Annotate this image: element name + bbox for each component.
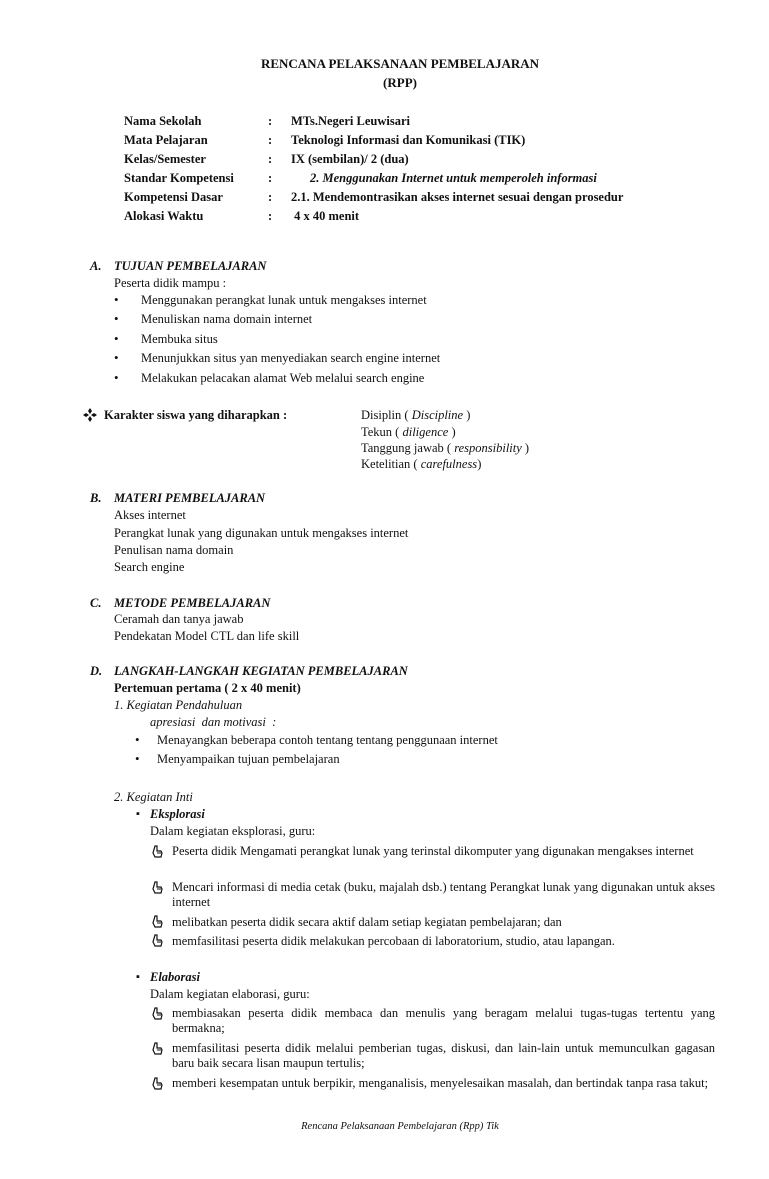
- document-subtitle: (RPP): [383, 75, 417, 90]
- section-title: LANGKAH-LANGKAH KEGIATAN PEMBELAJARAN: [114, 664, 408, 678]
- pointing-hand-icon: [152, 1077, 164, 1090]
- list-item: Mencari informasi di media cetak (buku, majalah dsb.) tentang Perangkat lunak yang digunakan untuk akses internet: [172, 880, 715, 910]
- karakter-item: Tekun ( diligence ): [361, 425, 456, 439]
- document-title: RENCANA PELAKSANAAN PEMBELAJARAN: [260, 56, 540, 71]
- section-b-line: Perangkat lunak yang digunakan untuk mengakses internet: [114, 526, 409, 540]
- section-letter: A.: [90, 259, 102, 273]
- list-item: memfasilitasi peserta didik melakukan percobaan di laboratorium, studio, atau lapangan.: [172, 933, 615, 949]
- identity-label: Kelas/Semester: [124, 152, 206, 166]
- pointing-hand-icon: [152, 915, 164, 928]
- identity-value: IX (sembilan)/ 2 (dua): [291, 152, 409, 166]
- section-c-line: Pendekatan Model CTL dan life skill: [114, 629, 300, 643]
- identity-label: Alokasi Waktu: [124, 209, 204, 223]
- identity-value: 2.1. Mendemontrasikan akses internet sesuai dengan prosedur: [291, 190, 624, 204]
- list-item: • Menggunakan perangkat lunak untuk mengakses internet: [141, 292, 427, 308]
- section-d-heading: [90, 663, 408, 679]
- section-letter: C.: [90, 596, 102, 610]
- elaborasi-intro: Dalam kegiatan elaborasi, guru:: [150, 987, 310, 1001]
- diamond-bullet-icon: [83, 408, 97, 422]
- meeting-title: Pertemuan pertama ( 2 x 40 menit): [114, 681, 301, 695]
- list-item: memfasilitasi peserta didik melalui pemberian tugas, diskusi, dan lain-lain untuk memunculkan gagasan baru baik secara lisan maupun tertulis;: [172, 1041, 715, 1071]
- section-b-line: Akses internet: [114, 508, 186, 522]
- identity-value: 4 x 40 menit: [291, 209, 360, 223]
- pendahuluan-subtitle: apresiasi dan motivasi :: [150, 715, 277, 729]
- identity-colon: :: [268, 209, 273, 223]
- list-item: • Menayangkan beberapa contoh tentang tentang penggunaan internet: [157, 732, 498, 748]
- list-item: memberi kesempatan untuk berpikir, menganalisis, menyelesaikan masalah, dan bertindak tanpa rasa takut;: [172, 1076, 715, 1091]
- pointing-hand-icon: [152, 881, 164, 894]
- pendahuluan-title: 1. Kegiatan Pendahuluan: [114, 698, 243, 712]
- section-title: TUJUAN PEMBELAJARAN: [114, 259, 267, 273]
- identity-label: Standar Kompetensi: [124, 171, 234, 185]
- identity-label: Mata Pelajaran: [124, 133, 208, 147]
- section-b-line: Penulisan nama domain: [114, 543, 234, 557]
- section-a-intro: Peserta didik mampu :: [114, 276, 227, 290]
- pointing-hand-icon: [152, 934, 164, 947]
- karakter-item: Tanggung jawab ( responsibility ): [361, 441, 530, 455]
- list-item: • Menuliskan nama domain internet: [141, 311, 312, 327]
- karakter-heading: [90, 407, 287, 423]
- section-title: METODE PEMBELAJARAN: [114, 596, 271, 610]
- identity-colon: :: [268, 190, 273, 204]
- list-item: • Membuka situs: [141, 331, 218, 347]
- elaborasi-title: ▪ Elaborasi: [150, 969, 200, 985]
- identity-colon: :: [268, 133, 273, 147]
- section-c-heading: [90, 595, 270, 611]
- section-c-line: Ceramah dan tanya jawab: [114, 612, 244, 626]
- section-letter: D.: [90, 664, 103, 678]
- pointing-hand-icon: [152, 1042, 164, 1055]
- section-b-heading: [90, 490, 265, 506]
- pointing-hand-icon: [152, 1007, 164, 1020]
- identity-label: Nama Sekolah: [124, 114, 202, 128]
- section-b-line: Search engine: [114, 560, 185, 574]
- karakter-label: Karakter siswa yang diharapkan :: [104, 408, 288, 422]
- identity-label: Kompetensi Dasar: [124, 190, 223, 204]
- karakter-item: Ketelitian ( carefulness): [361, 457, 482, 471]
- identity-value: Teknologi Informasi dan Komunikasi (TIK): [291, 133, 526, 147]
- pointing-hand-icon: [152, 845, 164, 858]
- section-letter: B.: [90, 491, 102, 505]
- inti-title: 2. Kegiatan Inti: [114, 790, 193, 804]
- eksplorasi-title: ▪ Eksplorasi: [150, 806, 205, 822]
- identity-colon: :: [268, 171, 273, 185]
- section-title: MATERI PEMBELAJARAN: [114, 491, 266, 505]
- list-item: Peserta didik Mengamati perangkat lunak yang terinstal dikomputer yang digunakan mengakses internet: [172, 844, 715, 859]
- identity-value: MTs.Negeri Leuwisari: [291, 114, 410, 128]
- identity-colon: :: [268, 152, 273, 166]
- page-footer: Rencana Pelaksanaan Pembelajaran (Rpp) Tik: [301, 1121, 499, 1132]
- eksplorasi-intro: Dalam kegiatan eksplorasi, guru:: [150, 824, 316, 838]
- list-item: • Menunjukkan situs yan menyediakan search engine internet: [141, 350, 440, 366]
- karakter-item: Disiplin ( Discipline ): [361, 408, 471, 422]
- list-item: • Menyampaikan tujuan pembelajaran: [157, 751, 340, 767]
- list-item: melibatkan peserta didik secara aktif dalam setiap kegiatan pembelajaran; dan: [172, 914, 562, 930]
- identity-value: 2. Menggunakan Internet untuk memperoleh informasi: [310, 171, 597, 185]
- list-item: membiasakan peserta didik membaca dan menulis yang beragam melalui tugas-tugas tertentu yang bermakna;: [172, 1006, 715, 1036]
- section-a-heading: [90, 258, 266, 274]
- identity-colon: :: [268, 114, 273, 128]
- list-item: • Melakukan pelacakan alamat Web melalui search engine: [141, 370, 424, 386]
